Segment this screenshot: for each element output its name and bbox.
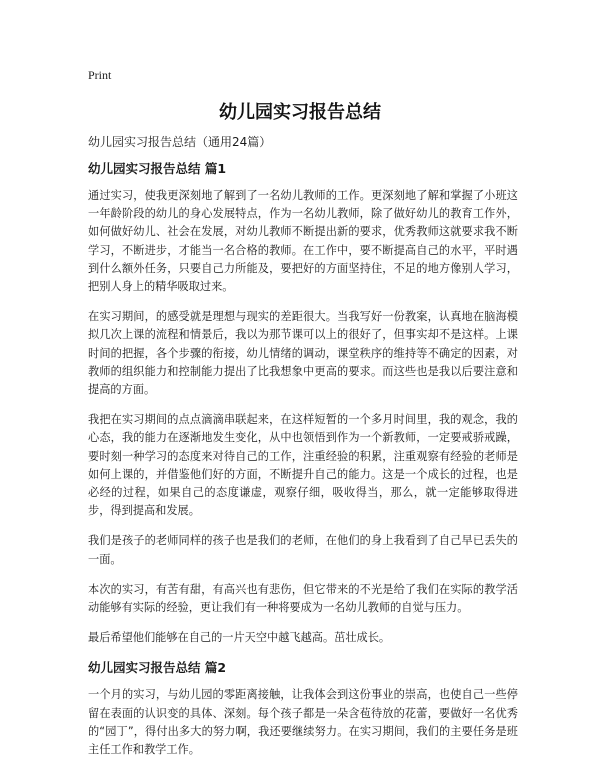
paragraph: 最后希望他们能够在自己的一片天空中越飞越高。茁壮成长。	[88, 631, 391, 645]
document-body	[88, 133, 518, 771]
section-heading: 幼儿园实习报告总结 篇1	[88, 161, 227, 176]
paragraph: 我把在实习期间的点点滴滴串联起来，在这样短暂的一个多月时间里，我的观念，我的心态，我的能力在逐渐地发生变化，从中也领悟到作为一个新教师，一定要戒骄戒躁，要时刻一种学习的态度来对待自己的工作，注重经验的积累，注重观察有经验的老师是如何上课的，并借鉴他们好的方面，不断提升自己的能力。这是一个成长的过程，也是必经的过程，如果自己的态度谦虚，观察仔细，吸收得当，那么，就一定能够取得进步，得到提高和发展。	[88, 413, 518, 518]
paragraph: 本次的实习，有苦有甜，有高兴也有悲伤，但它带来的不光是给了我们在实际的教学活动能够有实际的经验，更让我们有一种将要成为一名幼儿教师的自觉与压力。	[88, 582, 518, 615]
paragraph: 通过实习，使我更深刻地了解到了一名幼儿教师的工作。更深刻地了解和掌握了小班这一年龄阶段的幼儿的身心发展特点，作为一名幼儿教师，除了做好幼儿的教育工作外，如何做好幼儿、社会在发展，对幼儿教师不断提出新的要求，优秀教师这就要求我不断学习，不断进步，才能当一名合格的教师。在工作中，要不断提高自己的水平，平时遇到什么额外任务，只要自己力所能及，要把好的方面坚持住，不足的地方像别人学习，把别人身上的精华吸取过来。	[88, 189, 518, 294]
paragraph: 一个月的实习，与幼儿园的零距离接触，让我体会到这份事业的崇高，也使自己一些停留在表面的认识变的具体、深刻。每个孩子都是一朵含苞待放的花蕾，要做好一名优秀的“园丁”，得付出多大的努力啊，我还要继续努力。在实习期间，我们的主要任务是班主任工作和教学工作。	[88, 688, 518, 757]
section-1	[88, 160, 518, 647]
paragraph: 在实习期间，的感受就是理想与现实的差距很大。当我写好一份教案，认真地在脑海模拟几次上课的流程和情景后，我以为那节课可以上的很好了，但事实却不是这样。上课时间的把握，各个步骤的衔接，幼儿情绪的调动，课堂秩序的维持等不确定的因素，对教师的组织能力和控制能力提出了比我想象中更高的要求。而这些也是我以后要注意和提高的方面。	[88, 310, 518, 397]
section-2	[88, 659, 518, 759]
print-link[interactable]: Print	[88, 68, 112, 82]
section-heading: 幼儿园实习报告总结 篇2	[88, 660, 227, 676]
paragraph: 我们是孩子的老师同样的孩子也是我们的老师，在他们的身上我看到了自己早已丢失的一面。	[88, 534, 518, 566]
document-subtitle: 幼儿园实习报告总结（通用24篇）	[88, 135, 272, 149]
document-title: 幼儿园实习报告总结	[219, 102, 381, 123]
